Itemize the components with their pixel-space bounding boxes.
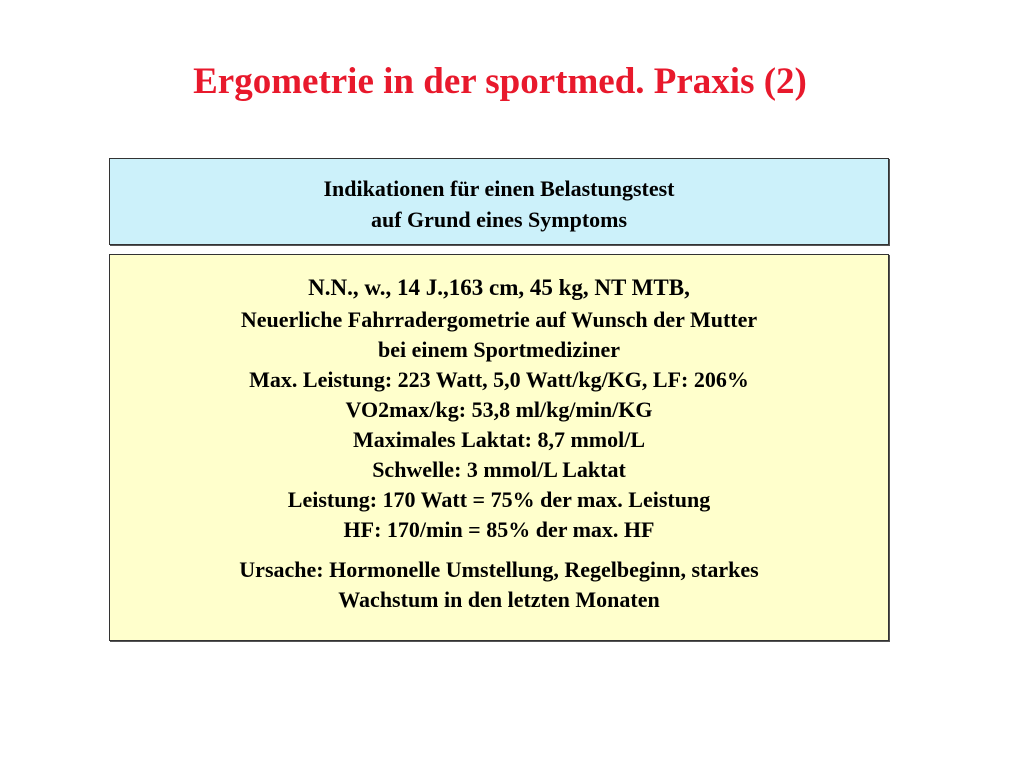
case-line-patient: N.N., w., 14 J.,163 cm, 45 kg, NT MTB, bbox=[308, 275, 690, 300]
case-line-request: Neuerliche Fahrradergometrie auf Wunsch der Mutter bbox=[240, 307, 758, 332]
case-line-max-power: Max. Leistung: 223 Watt, 5,0 Watt/kg/KG, LF: 206% bbox=[249, 367, 749, 392]
cause-line-2: Wachstum in den letzten Monaten bbox=[338, 587, 660, 612]
cause-line-1: Ursache: Hormonelle Umstellung, Regelbeginn, starkes bbox=[239, 557, 759, 582]
case-line-physician: bei einem Sportmediziner bbox=[378, 337, 620, 362]
case-line-threshold: Schwelle: 3 mmol/L Laktat bbox=[372, 457, 626, 482]
indication-line-1: Indikationen für einen Belastungstest bbox=[323, 176, 675, 201]
indication-box bbox=[109, 158, 889, 245]
case-line-heart-rate: HF: 170/min = 85% der max. HF bbox=[343, 517, 655, 542]
slide-title: Ergometrie in der sportmed. Praxis (2) bbox=[193, 61, 807, 102]
spacer bbox=[110, 545, 888, 555]
case-box bbox=[109, 254, 889, 641]
case-line-max-lactate: Maximales Laktat: 8,7 mmol/L bbox=[352, 427, 646, 452]
indication-line-2: auf Grund eines Symptoms bbox=[370, 207, 628, 232]
case-line-threshold-power: Leistung: 170 Watt = 75% der max. Leistung bbox=[287, 487, 711, 512]
case-line-vo2max: VO2max/kg: 53,8 ml/kg/min/KG bbox=[345, 397, 653, 422]
